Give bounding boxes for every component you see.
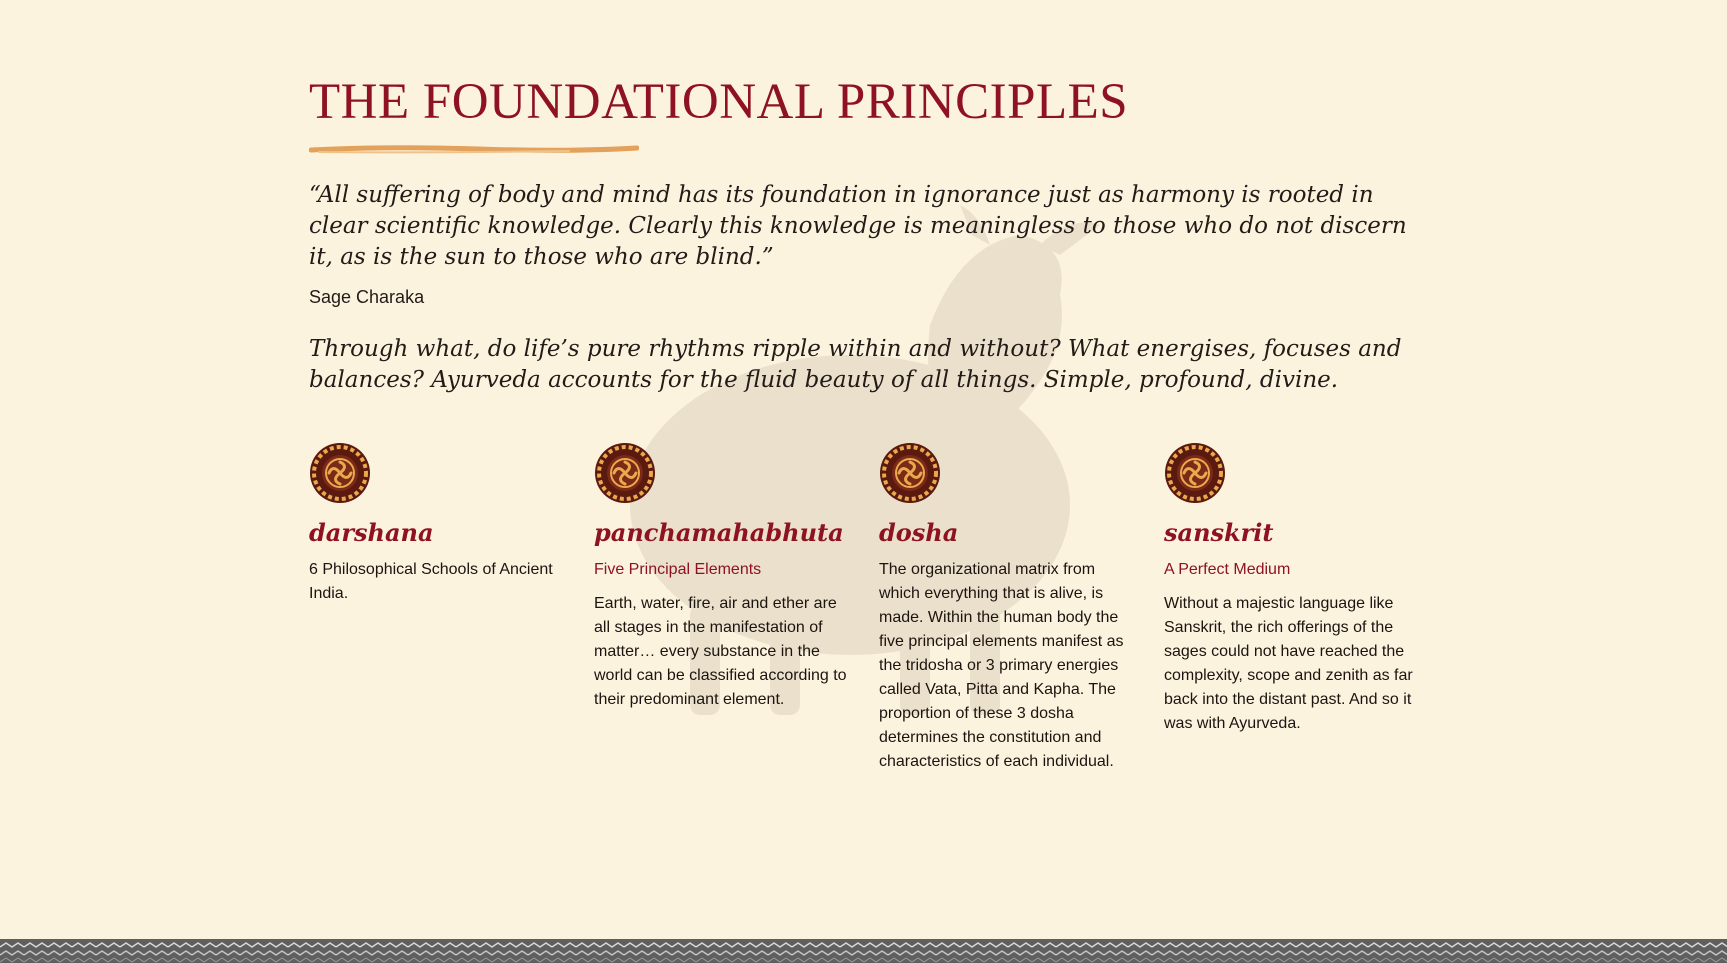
principle-card-darshana xyxy=(309,442,569,606)
zigzag-pattern-icon xyxy=(0,939,1727,963)
sun-swirl-emblem-icon xyxy=(309,442,371,504)
principle-card-panchamahabhuta xyxy=(594,442,854,712)
sun-swirl-emblem-icon xyxy=(879,442,941,504)
principle-body: The organizational matrix from which everything that is alive, is made. Within the human body the five principal elements manifest as the tridosha or 3 primary energies called Vata, Pitta and Kapha. The proportion of these 3 dosha determines the constitution and characteristics of each individual. xyxy=(879,561,1124,770)
page-title: THE FOUNDATIONAL PRINCIPLES xyxy=(309,74,1129,130)
principle-card-sanskrit xyxy=(1164,442,1424,736)
principle-title: dosha xyxy=(879,518,959,547)
quote-attribution: Sage Charaka xyxy=(309,287,425,307)
principles-list xyxy=(309,442,1449,802)
title-underline xyxy=(309,144,639,156)
principle-title: sanskrit xyxy=(1164,518,1274,547)
principle-title: panchamahabhuta xyxy=(594,518,844,547)
principle-body: Earth, water, fire, air and ether are all stages in the manifestation of matter… every substance in the world can be classified according to their predominant element. xyxy=(594,595,847,708)
principle-card-dosha xyxy=(879,442,1139,774)
intro-text: Through what, do life’s pure rhythms ripple within and without? What energises, focuses and balances? Ayurveda accounts for the fluid beauty of all things. Simple, profound, divine. xyxy=(309,336,1402,393)
principle-body: Without a majestic language like Sanskrit, the rich offerings of the sages could not have reached the complexity, scope and zenith as far back into the distant past. And so it was with Ayurveda. xyxy=(1164,595,1413,732)
principle-subtitle: A Perfect Medium xyxy=(1164,561,1291,578)
charaka-quote: “All suffering of body and mind has its foundation in ignorance just as harmony is rooted in clear scientific knowledge. Clearly this knowledge is meaningless to those who do not discern it, as is the sun to those who are blind.” xyxy=(309,182,1407,270)
principle-subtitle: Five Principal Elements xyxy=(594,561,762,578)
sun-swirl-emblem-icon xyxy=(1164,442,1226,504)
principle-body: 6 Philosophical Schools of Ancient India. xyxy=(309,561,553,602)
decorative-border-strip xyxy=(0,939,1727,963)
principle-title: darshana xyxy=(309,518,434,547)
sun-swirl-emblem-icon xyxy=(594,442,656,504)
main-content xyxy=(309,72,1429,770)
